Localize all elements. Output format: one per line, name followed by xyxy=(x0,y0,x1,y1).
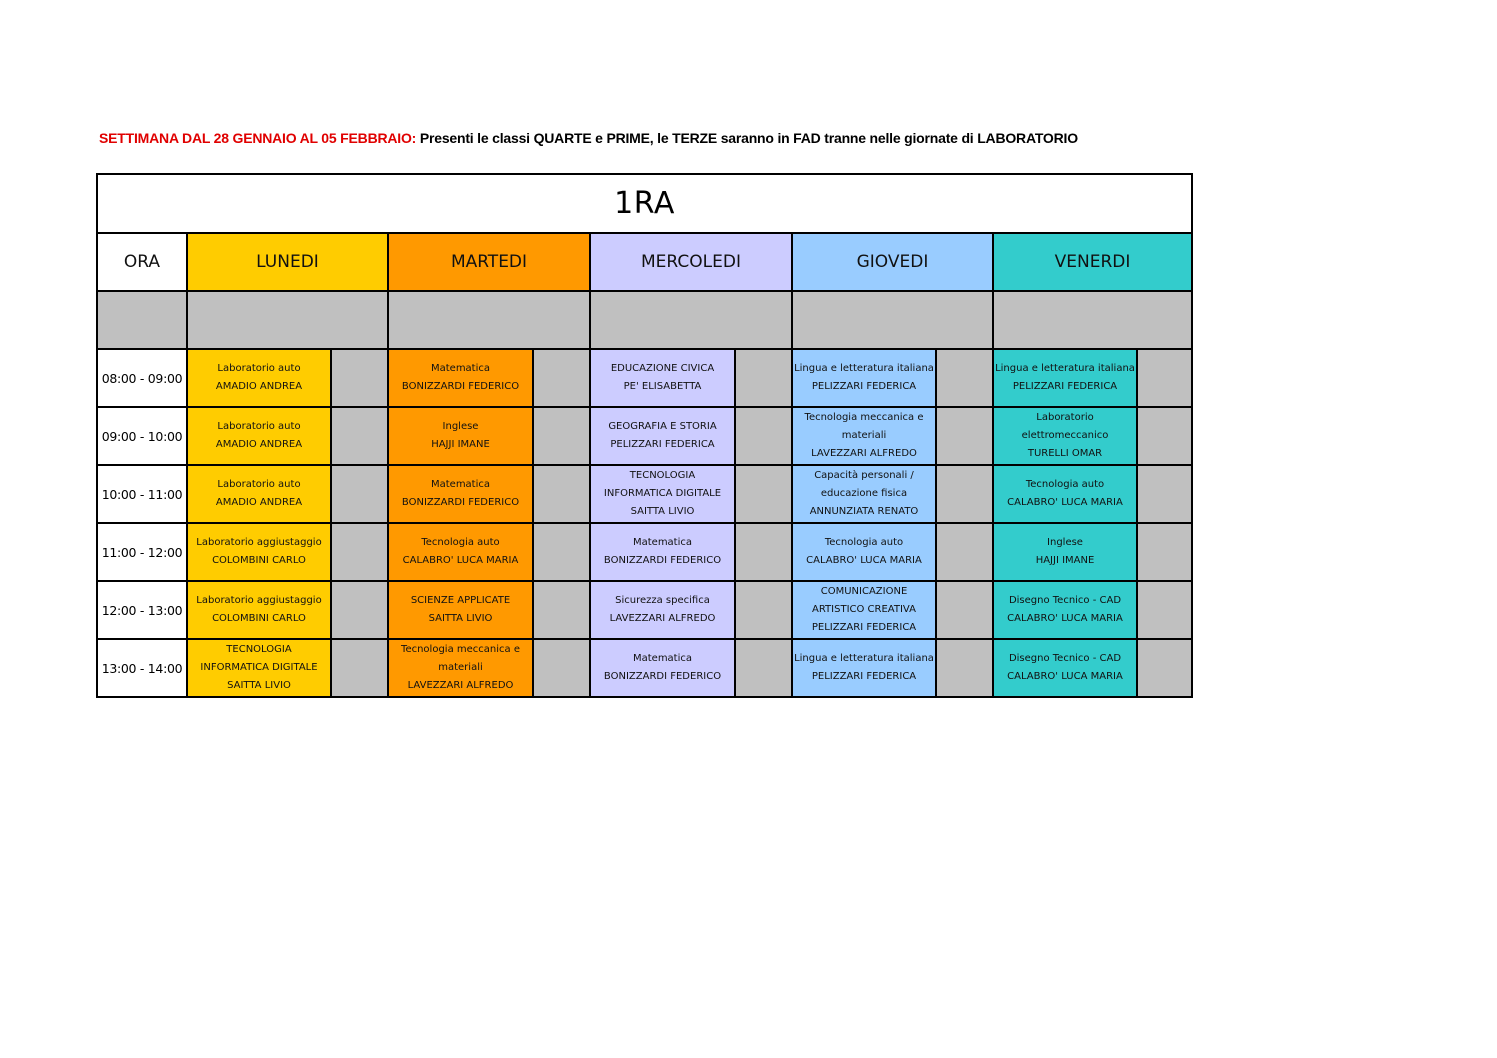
empty-side-cell xyxy=(936,349,993,407)
timetable xyxy=(96,173,1193,698)
teacher-name: AMADIO ANDREA xyxy=(215,381,303,392)
subject-name: TECNOLOGIA xyxy=(226,644,292,655)
subject-name: Tecnologia meccanica e xyxy=(401,644,520,655)
blank-cell xyxy=(187,291,388,349)
time-cell: 10:00 - 11:00 xyxy=(97,465,187,523)
teacher-name: PELIZZARI FEDERICA xyxy=(811,622,917,633)
empty-side-cell xyxy=(1137,581,1192,639)
teacher-name: CALABRO' LUCA MARIA xyxy=(806,555,922,566)
lesson-cell-monday xyxy=(187,523,331,581)
lesson-cell-monday xyxy=(187,581,331,639)
subject-name: Inglese xyxy=(1047,537,1083,548)
teacher-name: TURELLI OMAR xyxy=(1027,448,1103,459)
subject-name: elettromeccanico xyxy=(1021,430,1109,441)
teacher-name: CALABRO' LUCA MARIA xyxy=(1007,671,1123,682)
week-notice-highlight: SETTIMANA DAL 28 GENNAIO AL 05 FEBBRAIO: xyxy=(99,130,417,146)
teacher-name: PELIZZARI FEDERICA xyxy=(1012,381,1118,392)
empty-side-cell xyxy=(936,639,993,697)
day-header-wednesday: MERCOLEDI xyxy=(590,233,792,291)
time-slot-row xyxy=(97,581,1192,639)
empty-side-cell xyxy=(735,407,792,465)
blank-row xyxy=(97,291,1192,349)
subject-name: Sicurezza specifica xyxy=(615,595,710,606)
empty-side-cell xyxy=(936,465,993,523)
time-cell: 13:00 - 14:00 xyxy=(97,639,187,697)
subject-name: INFORMATICA DIGITALE xyxy=(603,488,722,499)
subject-name: INFORMATICA DIGITALE xyxy=(200,662,318,673)
subject-name: ARTISTICO CREATIVA xyxy=(812,604,916,615)
lesson-cell-friday xyxy=(993,639,1137,697)
teacher-name: ANNUNZIATA RENATO xyxy=(809,506,919,517)
subject-name: Inglese xyxy=(442,421,479,432)
blank-cell xyxy=(993,291,1192,349)
teacher-name: CALABRO' LUCA MARIA xyxy=(1007,613,1123,624)
empty-side-cell xyxy=(735,523,792,581)
subject-name: Laboratorio auto xyxy=(217,421,301,432)
lesson-cell-thursday xyxy=(792,581,936,639)
empty-side-cell xyxy=(533,465,590,523)
lesson-cell-wednesday xyxy=(590,349,735,407)
lesson-cell-monday xyxy=(187,349,331,407)
empty-side-cell xyxy=(331,465,388,523)
empty-side-cell xyxy=(533,407,590,465)
empty-side-cell xyxy=(1137,407,1192,465)
subject-name: Laboratorio aggiustaggio xyxy=(196,537,322,548)
subject-name: Disegno Tecnico - CAD xyxy=(1008,653,1122,664)
time-cell: 09:00 - 10:00 xyxy=(97,407,187,465)
lesson-cell-wednesday xyxy=(590,581,735,639)
subject-name: Tecnologia auto xyxy=(824,537,904,548)
subject-name: Laboratorio auto xyxy=(217,479,301,490)
blank-cell xyxy=(97,291,187,349)
subject-name: Lingua e letteratura italiana xyxy=(794,363,934,374)
lesson-cell-monday xyxy=(187,407,331,465)
lesson-cell-monday xyxy=(187,639,331,697)
teacher-name: PE' ELISABETTA xyxy=(623,381,702,392)
teacher-name: BONIZZARDI FEDERICO xyxy=(401,497,520,508)
subject-name: Laboratorio auto xyxy=(217,363,301,374)
empty-side-cell xyxy=(936,523,993,581)
time-slot-row xyxy=(97,465,1192,523)
teacher-name: AMADIO ANDREA xyxy=(215,497,303,508)
week-notice xyxy=(99,130,1078,146)
lesson-cell-thursday xyxy=(792,639,936,697)
day-header-friday: VENERDI xyxy=(993,233,1192,291)
subject-name: Tecnologia meccanica e xyxy=(804,412,924,423)
subject-name: educazione fisica xyxy=(820,488,908,499)
blank-cell xyxy=(590,291,792,349)
empty-side-cell xyxy=(533,349,590,407)
empty-side-cell xyxy=(735,465,792,523)
subject-name: Lingua e letteratura italiana xyxy=(995,363,1135,374)
lesson-cell-tuesday xyxy=(388,465,533,523)
lesson-cell-wednesday xyxy=(590,407,735,465)
lesson-cell-wednesday xyxy=(590,523,735,581)
time-slot-row xyxy=(97,407,1192,465)
blank-cell xyxy=(388,291,590,349)
subject-name: COMUNICAZIONE xyxy=(820,586,908,597)
empty-side-cell xyxy=(533,523,590,581)
lesson-cell-thursday xyxy=(792,407,936,465)
week-notice-text: Presenti le classi QUARTE e PRIME, le TERZE saranno in FAD tranne nelle giornate di LABORATORIO xyxy=(416,130,1078,146)
empty-side-cell xyxy=(533,639,590,697)
lesson-cell-monday xyxy=(187,465,331,523)
empty-side-cell xyxy=(331,407,388,465)
teacher-name: CALABRO' LUCA MARIA xyxy=(1007,497,1123,508)
subject-name: Laboratorio aggiustaggio xyxy=(196,595,322,606)
empty-side-cell xyxy=(936,407,993,465)
subject-name: Matematica xyxy=(430,479,491,490)
day-header-row xyxy=(97,233,1192,291)
subject-name: Matematica xyxy=(632,537,693,548)
time-slot-row xyxy=(97,523,1192,581)
teacher-name: HAJJI IMANE xyxy=(1035,555,1095,566)
empty-side-cell xyxy=(936,581,993,639)
teacher-name: BONIZZARDI FEDERICO xyxy=(401,381,520,392)
teacher-name: LAVEZZARI ALFREDO xyxy=(811,448,917,459)
lesson-cell-tuesday xyxy=(388,581,533,639)
class-title: 1RA xyxy=(97,174,1192,233)
teacher-name: PELIZZARI FEDERICA xyxy=(811,671,917,682)
lesson-cell-wednesday xyxy=(590,465,735,523)
empty-side-cell xyxy=(735,639,792,697)
teacher-name: PELIZZARI FEDERICA xyxy=(811,381,917,392)
lesson-cell-tuesday xyxy=(388,639,533,697)
day-header-tuesday: MARTEDI xyxy=(388,233,590,291)
lesson-cell-tuesday xyxy=(388,349,533,407)
ora-header: ORA xyxy=(97,233,187,291)
time-cell: 11:00 - 12:00 xyxy=(97,523,187,581)
subject-name: Matematica xyxy=(430,363,491,374)
teacher-name: BONIZZARDI FEDERICO xyxy=(603,671,722,682)
teacher-name: AMADIO ANDREA xyxy=(215,439,303,450)
subject-name: Capacità personali / xyxy=(814,470,914,481)
lesson-cell-tuesday xyxy=(388,523,533,581)
lesson-cell-friday xyxy=(993,465,1137,523)
time-cell: 08:00 - 09:00 xyxy=(97,349,187,407)
teacher-name: LAVEZZARI ALFREDO xyxy=(609,613,716,624)
empty-side-cell xyxy=(1137,349,1192,407)
empty-side-cell xyxy=(331,581,388,639)
empty-side-cell xyxy=(331,639,388,697)
time-slot-row xyxy=(97,639,1192,697)
time-cell: 12:00 - 13:00 xyxy=(97,581,187,639)
empty-side-cell xyxy=(1137,639,1192,697)
teacher-name: PELIZZARI FEDERICA xyxy=(610,439,715,450)
teacher-name: HAJJI IMANE xyxy=(431,439,490,450)
subject-name: Tecnologia auto xyxy=(1025,479,1105,490)
subject-name: materiali xyxy=(438,662,483,673)
empty-side-cell xyxy=(1137,523,1192,581)
subject-name: materiali xyxy=(841,430,887,441)
day-header-thursday: GIOVEDI xyxy=(792,233,993,291)
teacher-name: SAITTA LIVIO xyxy=(227,680,291,691)
empty-side-cell xyxy=(331,349,388,407)
subject-name: Lingua e letteratura italiana xyxy=(794,653,934,664)
empty-side-cell xyxy=(735,581,792,639)
empty-side-cell xyxy=(331,523,388,581)
empty-side-cell xyxy=(735,349,792,407)
subject-name: Disegno Tecnico - CAD xyxy=(1008,595,1122,606)
empty-side-cell xyxy=(1137,465,1192,523)
teacher-name: SAITTA LIVIO xyxy=(630,506,695,517)
teacher-name: COLOMBINI CARLO xyxy=(212,613,306,624)
subject-name: Laboratorio xyxy=(1036,412,1094,423)
lesson-cell-thursday xyxy=(792,465,936,523)
time-slot-row xyxy=(97,349,1192,407)
subject-name: TECNOLOGIA xyxy=(629,470,696,481)
subject-name: Matematica xyxy=(632,653,693,664)
subject-name: EDUCAZIONE CIVICA xyxy=(610,363,715,374)
lesson-cell-tuesday xyxy=(388,407,533,465)
lesson-cell-thursday xyxy=(792,349,936,407)
teacher-name: CALABRO' LUCA MARIA xyxy=(402,555,519,566)
teacher-name: COLOMBINI CARLO xyxy=(212,555,306,566)
subject-name: Tecnologia auto xyxy=(421,537,500,548)
teacher-name: BONIZZARDI FEDERICO xyxy=(603,555,722,566)
subject-name: GEOGRAFIA E STORIA xyxy=(608,421,717,432)
lesson-cell-friday xyxy=(993,581,1137,639)
lesson-cell-thursday xyxy=(792,523,936,581)
subject-name: SCIENZE APPLICATE xyxy=(410,595,511,606)
blank-cell xyxy=(792,291,993,349)
teacher-name: LAVEZZARI ALFREDO xyxy=(407,680,514,691)
empty-side-cell xyxy=(533,581,590,639)
day-header-monday: LUNEDI xyxy=(187,233,388,291)
lesson-cell-wednesday xyxy=(590,639,735,697)
teacher-name: SAITTA LIVIO xyxy=(428,613,493,624)
lesson-cell-friday xyxy=(993,523,1137,581)
lesson-cell-friday xyxy=(993,349,1137,407)
lesson-cell-friday xyxy=(993,407,1137,465)
slot-rows xyxy=(97,349,1192,697)
